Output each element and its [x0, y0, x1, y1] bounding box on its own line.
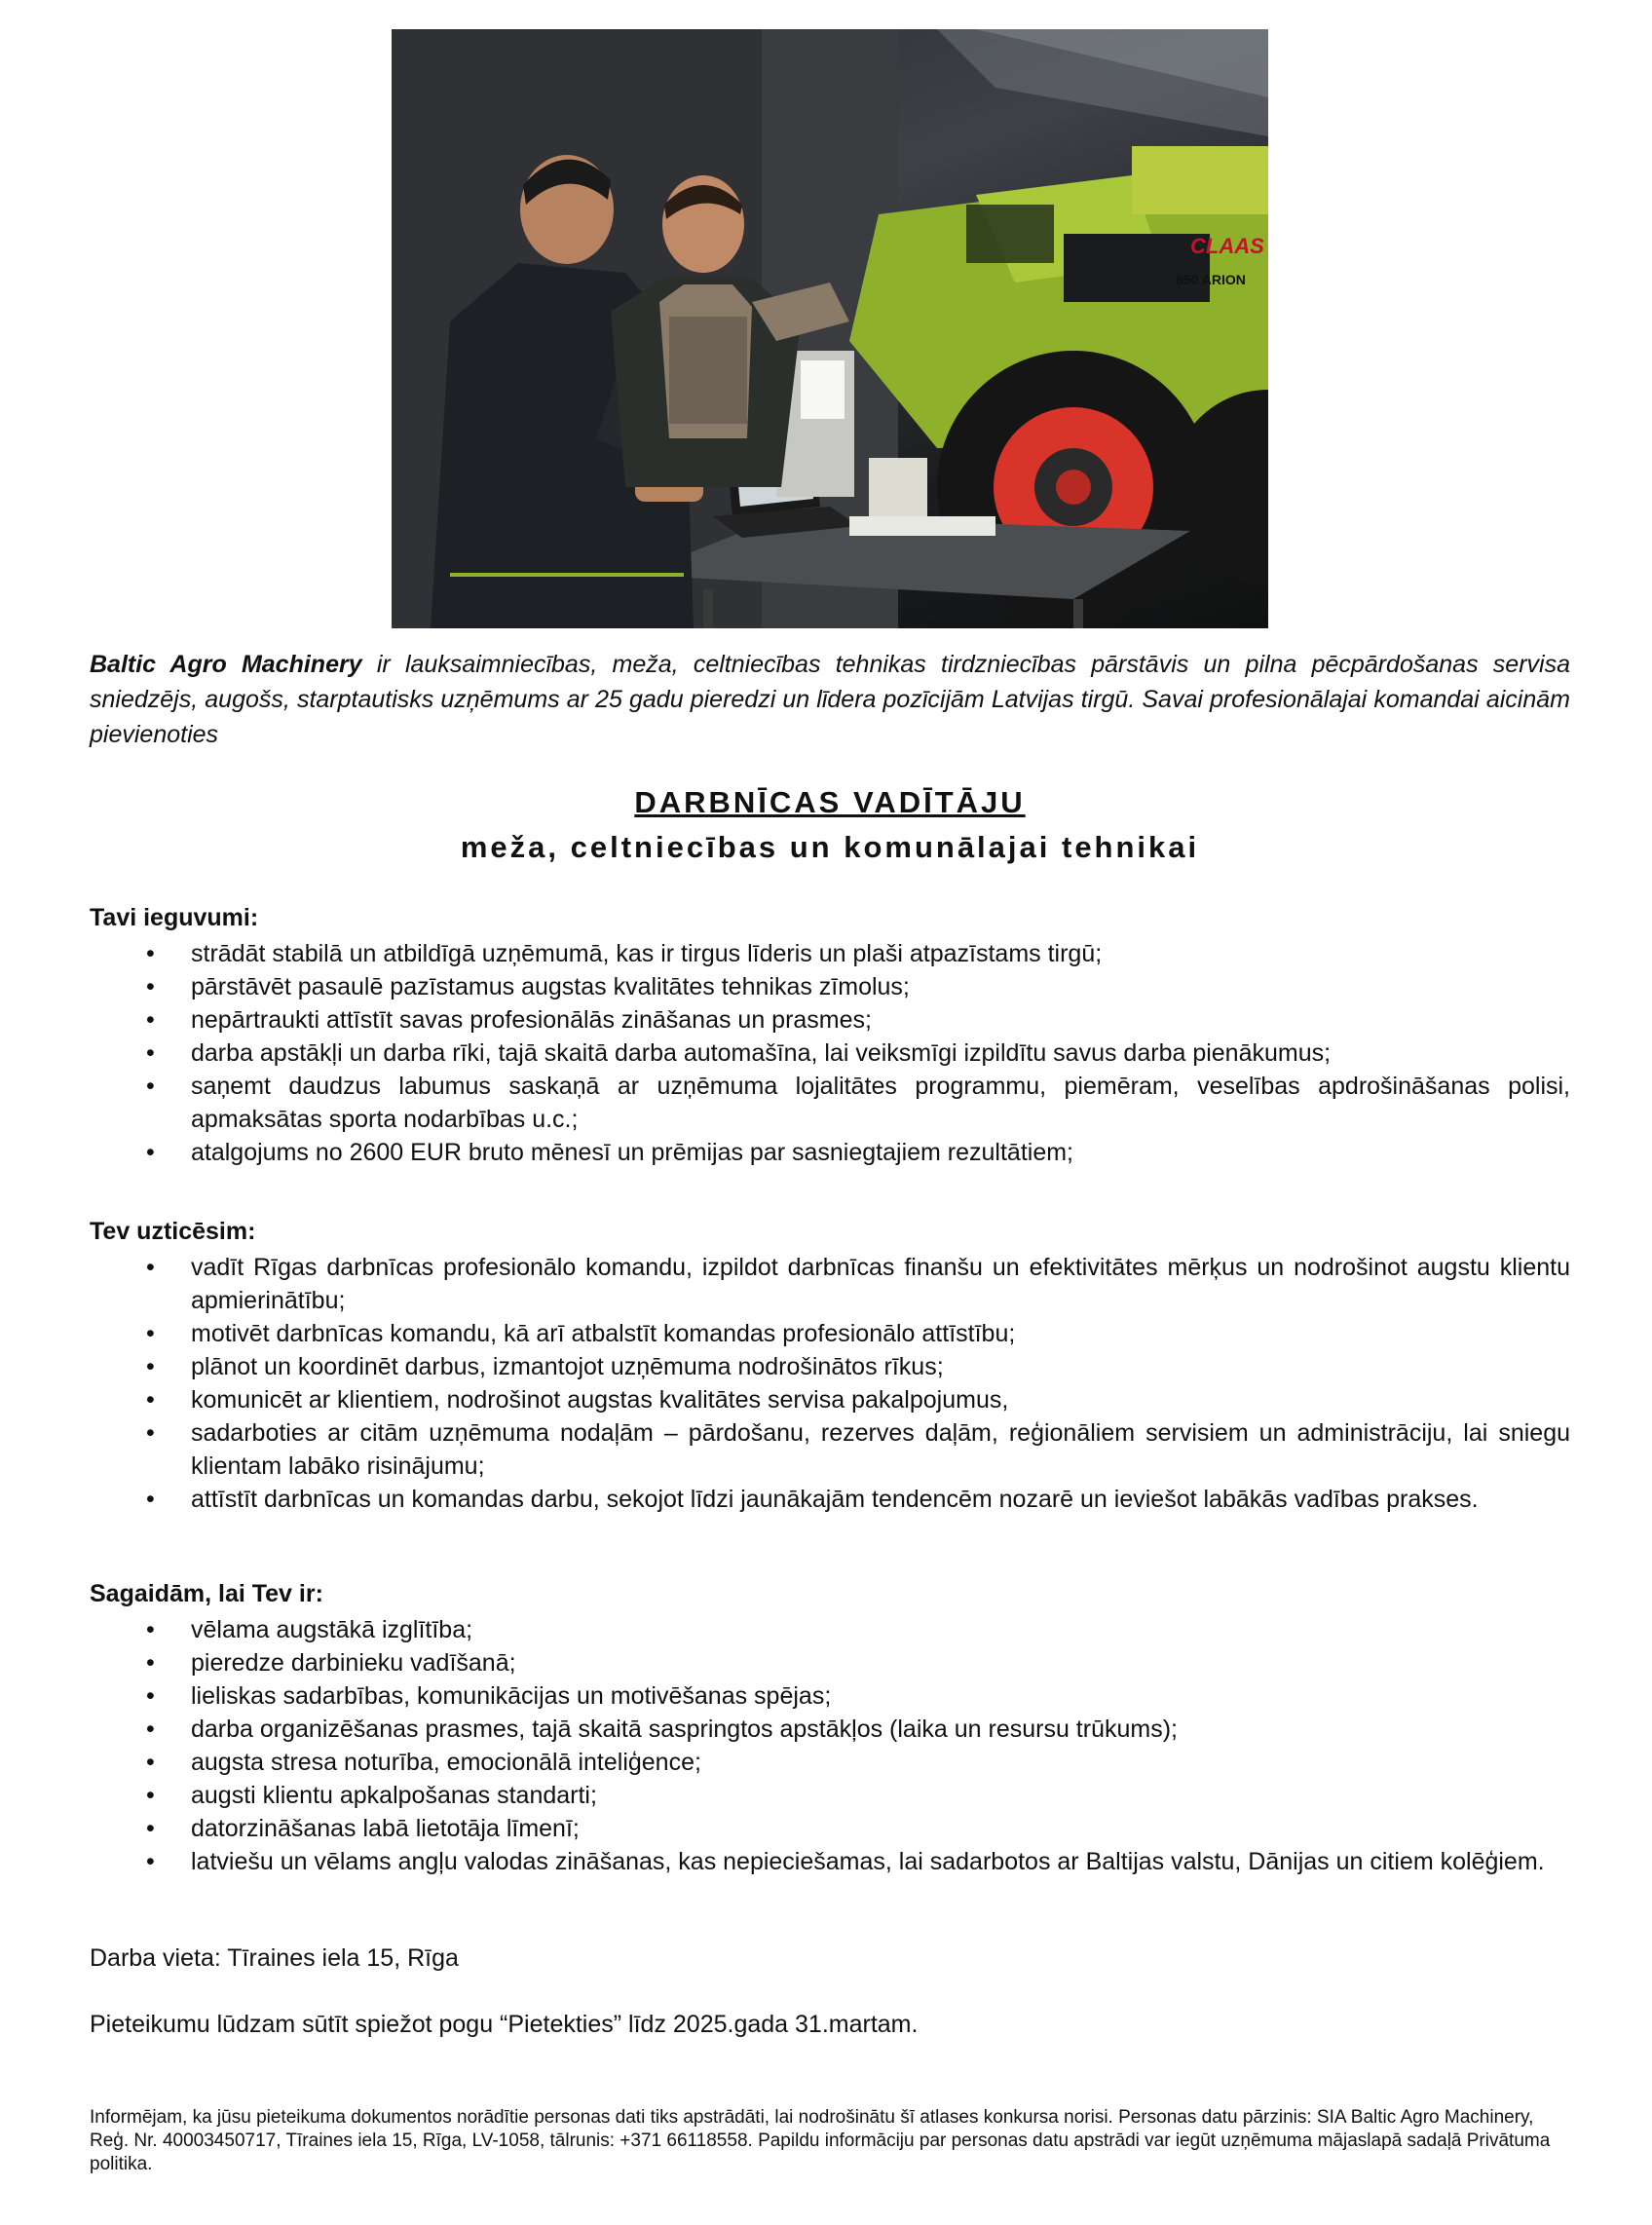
- list-item: • latviešu un vēlams angļu valodas zināšanas, kas nepieciešamas, lai sadarbotos ar Baltijas valstu, Dānijas un citiem kolēģiem.: [90, 1845, 1570, 1878]
- privacy-notice: Informējam, ka jūsu pieteikuma dokumentos norādītie personas dati tiks apstrādāti, lai nodrošinātu šī atlases konkursa norisi. Personas datu pārzinis: SIA Baltic Agro Machinery, Reģ. Nr. 40003450717, Tīraines iela 15, Rīga, LV-1058, tālrunis: +371 66118558. Papildu informāciju par personas datu apstrādi var iegūt uzņēmuma mājaslapā sadaļā Privātuma politika.: [90, 2107, 1551, 2174]
- intro-paragraph: [90, 647, 1570, 752]
- intro-text: ir lauksaimniecības, meža, celtniecības tehnikas tirdzniecības pārstāvis un pilna pēcpārdošanas servisa sniedzējs, augošs, starptautisks uzņēmums ar 25 gadu pieredzi un līdera pozīcijām Latvijas tirgū. Savai profesionālajai komandai aicinām pievienoties: [90, 651, 1570, 748]
- list-item: • vadīt Rīgas darbnīcas profesionālo komandu, izpildot darbnīcas finanšu un efektivitātes mērķus un nodrošinot augstu klientu apmierinātību;: [90, 1251, 1570, 1317]
- list-item: • motivēt darbnīcas komandu, kā arī atbalstīt komandas profesionālo attīstību;: [90, 1317, 1570, 1350]
- brand-text: CLAAS: [1190, 234, 1264, 258]
- list-item: • komunicēt ar klientiem, nodrošinot augstas kvalitātes servisa pakalpojumus,: [90, 1383, 1570, 1416]
- photo-illustration-icon: [392, 29, 1268, 628]
- list-item: • saņemt daudzus labumus saskaņā ar uzņēmuma lojalitātes programmu, piemēram, veselības apdrošināšanas polisi, apmaksātas sporta nodarbības u.c.;: [90, 1070, 1570, 1136]
- requirements-heading: Sagaidām, lai Tev ir:: [90, 1580, 323, 1607]
- job-title: DARBNĪCAS VADĪTĀJU: [634, 785, 1026, 819]
- requirements-list: [90, 1613, 1570, 1878]
- list-item: • darba organizēšanas prasmes, tajā skaitā saspringtos apstākļos (laika un resursu trūkums);: [90, 1713, 1570, 1746]
- list-item: • sadarboties ar citām uzņēmuma nodaļām – pārdošanu, rezerves daļām, reģionāliem servisiem un administrāciju, lai sniegu klientam labāko risinājumu;: [90, 1416, 1570, 1483]
- duties-heading: Tev uzticēsim:: [90, 1218, 256, 1245]
- list-item: • augsta stresa noturība, emocionālā inteliģence;: [90, 1746, 1570, 1779]
- list-item: • strādāt stabilā un atbildīgā uzņēmumā, kas ir tirgus līderis un plaši atpazīstams tirgū;: [90, 937, 1570, 970]
- company-name: Baltic Agro Machinery: [90, 651, 362, 678]
- list-item: • nepārtraukti attīstīt savas profesionālās zināšanas un prasmes;: [90, 1003, 1570, 1037]
- tractor-workshop-photo: [392, 29, 1268, 628]
- benefits-heading: Tavi ieguvumi:: [90, 904, 259, 931]
- list-item: • augsti klientu apkalpošanas standarti;: [90, 1779, 1570, 1812]
- list-item: • vēlama augstākā izglītība;: [90, 1613, 1570, 1646]
- application-instructions: Pieteikumu lūdzam sūtīt spiežot pogu “Pietekties” līdz 2025.gada 31.martam.: [90, 2011, 919, 2038]
- benefits-list: [90, 937, 1570, 1169]
- list-item: • attīstīt darbnīcas un komandas darbu, sekojot līdzi jaunākajām tendencēm nozarē un ieviešot labākās vadības prakses.: [90, 1483, 1570, 1516]
- list-item: • plānot un koordinēt darbus, izmantojot uzņēmuma nodrošinātos rīkus;: [90, 1350, 1570, 1383]
- list-item: • lieliskas sadarbības, komunikācijas un motivēšanas spējas;: [90, 1679, 1570, 1713]
- duties-list: [90, 1251, 1570, 1516]
- list-item: • pieredze darbinieku vadīšanā;: [90, 1646, 1570, 1679]
- list-item: • datorzināšanas labā lietotāja līmenī;: [90, 1812, 1570, 1845]
- list-item: • darba apstākļi un darba rīki, tajā skaitā darba automašīna, lai veiksmīgi izpildītu savus darba pienākumus;: [90, 1037, 1570, 1070]
- model-text: 650 ARION: [1176, 272, 1246, 287]
- job-subtitle: meža, celtniecības un komunālajai tehnikai: [460, 830, 1200, 864]
- list-item: • pārstāvēt pasaulē pazīstamus augstas kvalitātes tehnikas zīmolus;: [90, 970, 1570, 1003]
- work-location: Darba vieta: Tīraines iela 15, Rīga: [90, 1944, 459, 1972]
- list-item: • atalgojums no 2600 EUR bruto mēnesī un prēmijas par sasniegtajiem rezultātiem;: [90, 1136, 1570, 1169]
